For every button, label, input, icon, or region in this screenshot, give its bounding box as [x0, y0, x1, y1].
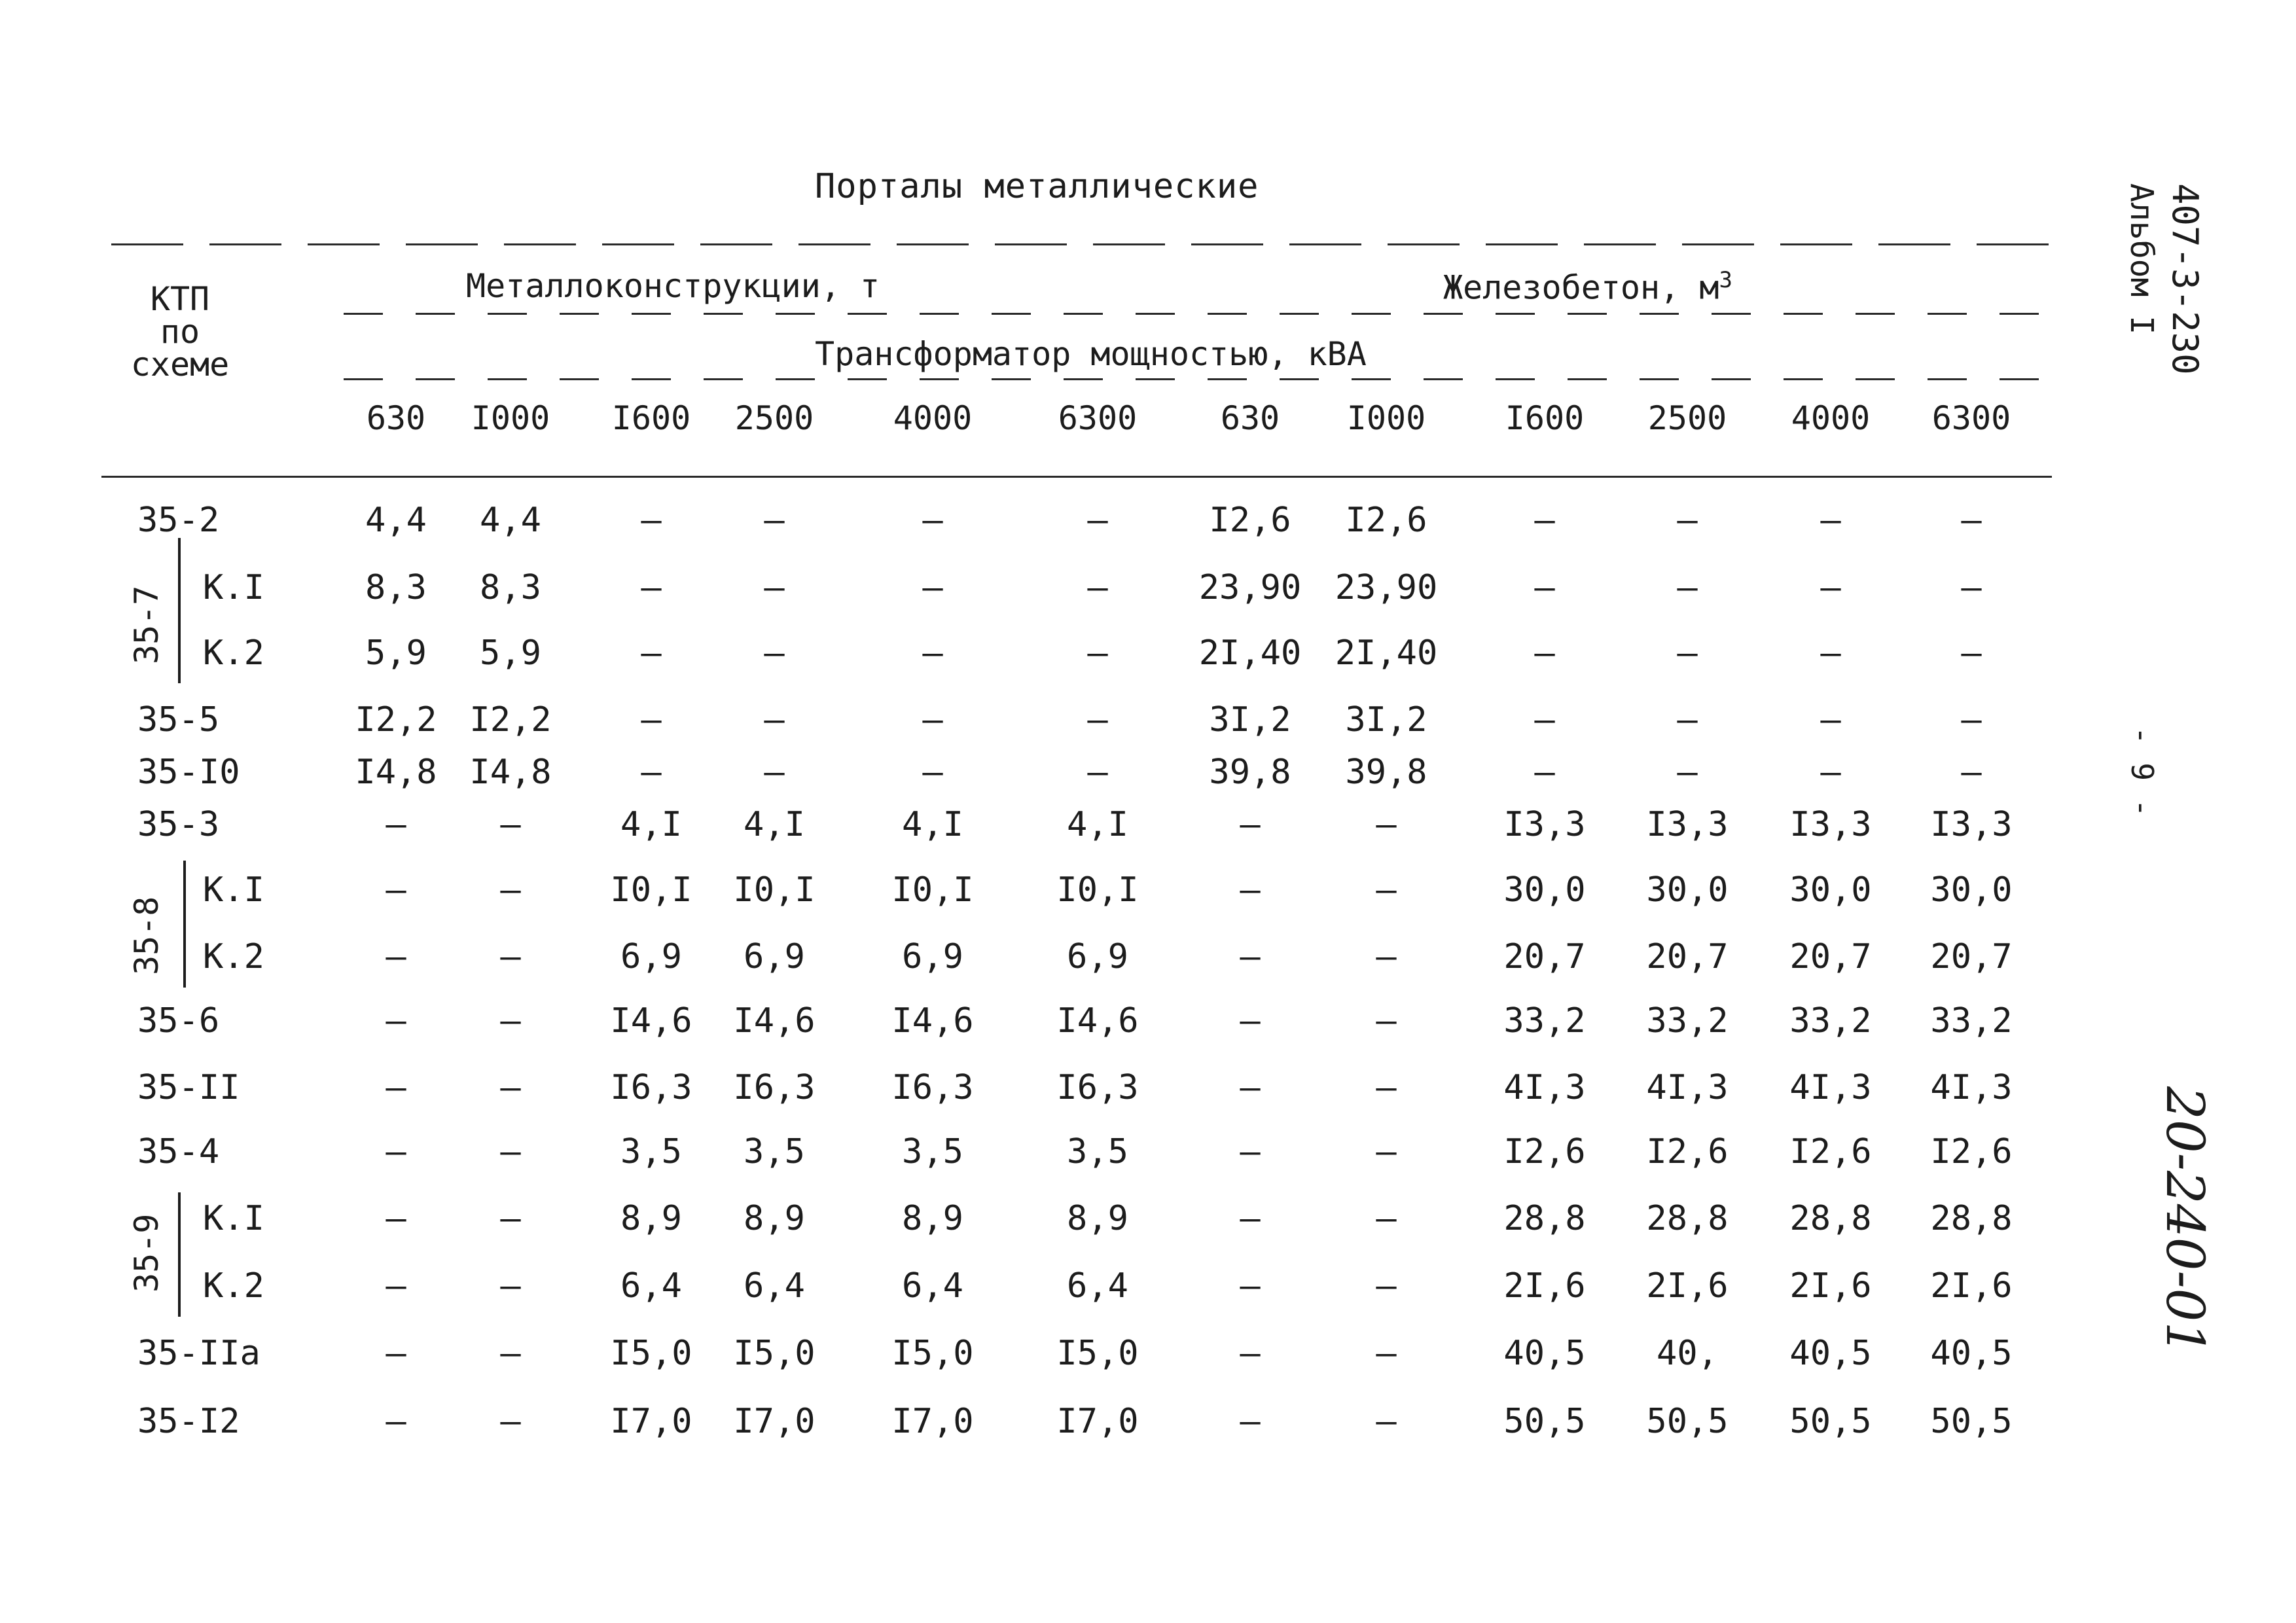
table-cell: I2,2	[469, 700, 552, 740]
table-cell: –	[1534, 501, 1555, 540]
table-cell: 28,8	[1646, 1199, 1729, 1238]
table-cell: –	[764, 753, 785, 792]
table-cell: –	[1240, 1068, 1261, 1107]
group-label-35-7: 35-7	[128, 585, 166, 664]
table-cell: 30,0	[1930, 870, 2013, 910]
table-cell: –	[386, 1402, 406, 1441]
table-cell: –	[922, 633, 943, 673]
table-cell: –	[500, 1402, 521, 1441]
header-rule-1	[344, 313, 2058, 315]
table-cell: –	[1677, 753, 1698, 792]
table-cell: 3I,2	[1209, 700, 1291, 740]
table-cell: 3,5	[902, 1132, 963, 1171]
table-cell: 40,	[1657, 1334, 1718, 1373]
table-cell: –	[641, 753, 662, 792]
table-cell: 6,9	[620, 937, 682, 976]
table-cell: 33,2	[1503, 1001, 1586, 1041]
table-cell: –	[1087, 568, 1108, 607]
table-cell: –	[1534, 633, 1555, 673]
table-cell: 30,0	[1789, 870, 1872, 910]
table-cell: –	[1961, 753, 1982, 792]
table-cell: 4,I	[744, 805, 805, 844]
table-cell: I4,6	[891, 1001, 974, 1041]
table-cell: I4,6	[610, 1001, 692, 1041]
table-cell: 8,9	[902, 1199, 963, 1238]
side-code: 20-240-01	[2155, 1086, 2215, 1355]
table-cell: 6,4	[1067, 1266, 1128, 1306]
table-cell: 3,5	[744, 1132, 805, 1171]
table-cell: –	[1961, 633, 1982, 673]
power-header-9: 2500	[1647, 399, 1727, 437]
table-cell: 6,9	[1067, 937, 1128, 976]
table-cell: 2I,6	[1930, 1266, 2013, 1306]
power-header-2: I600	[611, 399, 691, 437]
power-header-11: 6300	[1931, 399, 2011, 437]
table-cell: 2I,6	[1503, 1266, 1586, 1306]
table-cell: I4,6	[1056, 1001, 1139, 1041]
table-cell: –	[1534, 753, 1555, 792]
table-cell: 20,7	[1646, 937, 1729, 976]
table-cell: –	[1961, 568, 1982, 607]
table-cell: 40,5	[1503, 1334, 1586, 1373]
table-cell: –	[1534, 700, 1555, 740]
table-cell: I5,0	[733, 1334, 816, 1373]
table-cell: 39,8	[1345, 753, 1427, 792]
power-header-6: 630	[1220, 399, 1280, 437]
table-cell: 8,9	[1067, 1199, 1128, 1238]
table-cell: 28,8	[1930, 1199, 2013, 1238]
table-cell: –	[1240, 1132, 1261, 1171]
table-cell: 28,8	[1789, 1199, 1872, 1238]
table-cell: 8,9	[744, 1199, 805, 1238]
table-cell: 50,5	[1930, 1402, 2013, 1441]
table-cell: 4I,3	[1503, 1068, 1586, 1107]
table-cell: 33,2	[1789, 1001, 1872, 1041]
table-cell: 40,5	[1930, 1334, 2013, 1373]
table-cell: I2,6	[1209, 501, 1291, 540]
table-cell: 3I,2	[1345, 700, 1427, 740]
transformer-header: Трансформатор мощностью, кВА	[815, 335, 1367, 373]
table-cell: –	[386, 1132, 406, 1171]
table-cell: –	[1534, 568, 1555, 607]
table-cell: –	[1376, 1199, 1397, 1238]
table-cell: –	[500, 1334, 521, 1373]
table-cell: 23,90	[1198, 568, 1302, 607]
table-cell: –	[500, 1068, 521, 1107]
table-cell: –	[500, 1132, 521, 1171]
table-cell: –	[764, 501, 785, 540]
table-cell: 6,4	[902, 1266, 963, 1306]
group-label-35-9: 35-9	[128, 1213, 166, 1293]
table-cell: 8,3	[480, 568, 541, 607]
row-label: К.2	[203, 633, 264, 673]
concrete-header-text: Железобетон, м	[1443, 268, 1719, 307]
table-cell: I3,3	[1503, 805, 1586, 844]
table-cell: 6,4	[744, 1266, 805, 1306]
page-title: Порталы металлические	[815, 167, 1259, 206]
table-cell: –	[1677, 501, 1698, 540]
table-cell: –	[1677, 633, 1698, 673]
table-cell: –	[1376, 1402, 1397, 1441]
table-cell: –	[386, 1334, 406, 1373]
power-header-10: 4000	[1791, 399, 1871, 437]
table-cell: –	[500, 1266, 521, 1306]
table-cell: 4I,3	[1646, 1068, 1729, 1107]
table-cell: –	[386, 1068, 406, 1107]
table-cell: –	[1240, 1001, 1261, 1041]
table-cell: 5,9	[365, 633, 427, 673]
table-cell: I4,8	[469, 753, 552, 792]
doc-number: 407-3-230	[2164, 183, 2206, 375]
table-cell: I3,3	[1789, 805, 1872, 844]
table-cell: I7,0	[1056, 1402, 1139, 1441]
power-header-3: 2500	[734, 399, 814, 437]
table-cell: –	[1376, 1132, 1397, 1171]
table-cell: –	[500, 1199, 521, 1238]
table-cell: –	[764, 700, 785, 740]
row-label: 35-I0	[137, 753, 240, 792]
table-cell: –	[386, 1266, 406, 1306]
table-cell: –	[1240, 1334, 1261, 1373]
table-cell: I5,0	[610, 1334, 692, 1373]
row-label: 35-IIа	[137, 1334, 260, 1373]
header-rule-2	[344, 378, 2058, 380]
row-label: К.I	[203, 1199, 264, 1238]
table-cell: –	[922, 501, 943, 540]
table-cell: –	[641, 700, 662, 740]
table-cell: –	[500, 1001, 521, 1041]
table-cell: I0,I	[610, 870, 692, 910]
table-cell: I4,6	[733, 1001, 816, 1041]
row-label: К.I	[203, 568, 264, 607]
row-label: К.I	[203, 870, 264, 910]
table-cell: –	[641, 501, 662, 540]
table-cell: 4,I	[620, 805, 682, 844]
table-cell: –	[1376, 937, 1397, 976]
table-cell: –	[1677, 700, 1698, 740]
table-cell: –	[764, 568, 785, 607]
row-label: К.2	[203, 1266, 264, 1306]
table-cell: I3,3	[1646, 805, 1729, 844]
table-cell: –	[500, 805, 521, 844]
table-cell: 8,9	[620, 1199, 682, 1238]
table-cell: –	[922, 700, 943, 740]
concrete-unit-sup: 3	[1719, 267, 1732, 293]
table-cell: 33,2	[1930, 1001, 2013, 1041]
table-cell: 30,0	[1646, 870, 1729, 910]
table-cell: –	[500, 870, 521, 910]
group-bar-35-9	[178, 1192, 181, 1317]
table-cell: 3,5	[1067, 1132, 1128, 1171]
table-cell: 2I,6	[1789, 1266, 1872, 1306]
table-cell: 2I,6	[1646, 1266, 1729, 1306]
table-cell: –	[386, 1199, 406, 1238]
table-cell: I2,6	[1789, 1132, 1872, 1171]
table-cell: I6,3	[733, 1068, 816, 1107]
table-cell: I6,3	[610, 1068, 692, 1107]
table-cell: –	[386, 805, 406, 844]
table-cell: I2,6	[1930, 1132, 2013, 1171]
ktp-header	[115, 280, 245, 383]
table-cell: 4,I	[902, 805, 963, 844]
ktp-header-line1: КТП	[150, 280, 210, 318]
row-label: 35-3	[137, 805, 220, 844]
power-header-7: I000	[1346, 399, 1426, 437]
table-cell: 50,5	[1646, 1402, 1729, 1441]
table-cell: 4I,3	[1930, 1068, 2013, 1107]
power-header-1: I000	[471, 399, 550, 437]
table-cell: –	[1240, 870, 1261, 910]
table-cell: –	[1240, 1266, 1261, 1306]
table-cell: 5,9	[480, 633, 541, 673]
table-cell: 50,5	[1789, 1402, 1872, 1441]
ktp-header-line2: по	[160, 313, 200, 351]
table-cell: –	[1820, 753, 1841, 792]
table-cell: I0,I	[733, 870, 816, 910]
table-cell: 4I,3	[1789, 1068, 1872, 1107]
row-label: 35-5	[137, 700, 220, 740]
table-cell: I2,6	[1646, 1132, 1729, 1171]
table-cell: I0,I	[891, 870, 974, 910]
table-cell: I6,3	[1056, 1068, 1139, 1107]
album-label: Альбом I	[2123, 183, 2160, 335]
table-cell: –	[1376, 870, 1397, 910]
table-cell: –	[386, 1001, 406, 1041]
table-cell: 40,5	[1789, 1334, 1872, 1373]
table-cell: I2,6	[1503, 1132, 1586, 1171]
row-label: 35-6	[137, 1001, 220, 1041]
table-cell: 20,7	[1789, 937, 1872, 976]
table-cell: –	[1820, 568, 1841, 607]
table-cell: 4,4	[480, 501, 541, 540]
table-cell: –	[641, 568, 662, 607]
table-cell: –	[1087, 753, 1108, 792]
table-cell: –	[1961, 501, 1982, 540]
table-cell: 6,9	[744, 937, 805, 976]
table-cell: 8,3	[365, 568, 427, 607]
table-cell: –	[1240, 937, 1261, 976]
table-cell: I7,0	[733, 1402, 816, 1441]
table-cell: 33,2	[1646, 1001, 1729, 1041]
table-cell: I2,2	[355, 700, 437, 740]
row-label: 35-I2	[137, 1402, 240, 1441]
table-cell: –	[641, 633, 662, 673]
table-cell: –	[1376, 805, 1397, 844]
table-cell: –	[1240, 1199, 1261, 1238]
table-cell: –	[1240, 1402, 1261, 1441]
table-cell: 6,4	[620, 1266, 682, 1306]
table-cell: I6,3	[891, 1068, 974, 1107]
table-cell: 20,7	[1930, 937, 2013, 976]
power-header-0: 630	[366, 399, 426, 437]
table-cell: I5,0	[1056, 1334, 1139, 1373]
table-cell: –	[1376, 1334, 1397, 1373]
table-cell: 50,5	[1503, 1402, 1586, 1441]
table-cell: 28,8	[1503, 1199, 1586, 1238]
table-cell: –	[1087, 501, 1108, 540]
table-cell: –	[1820, 501, 1841, 540]
table-cell: –	[1961, 700, 1982, 740]
table-cell: 30,0	[1503, 870, 1586, 910]
ktp-header-line3: схеме	[130, 346, 230, 383]
table-cell: 2I,40	[1198, 633, 1302, 673]
power-header-8: I600	[1505, 399, 1585, 437]
row-label: 35-2	[137, 501, 220, 540]
table-cell: 6,9	[902, 937, 963, 976]
table-cell: –	[500, 937, 521, 976]
table-cell: –	[1376, 1001, 1397, 1041]
table-cell: –	[764, 633, 785, 673]
table-cell: –	[922, 568, 943, 607]
row-label: 35-4	[137, 1132, 220, 1171]
table-cell: 2I,40	[1335, 633, 1438, 673]
table-cell: –	[1677, 568, 1698, 607]
table-top-rule	[111, 243, 2075, 245]
table-cell: –	[922, 753, 943, 792]
table-cell: –	[1820, 633, 1841, 673]
concrete-header	[1443, 267, 1732, 307]
table-cell: –	[1376, 1068, 1397, 1107]
power-header-4: 4000	[893, 399, 973, 437]
table-cell: I7,0	[610, 1402, 692, 1441]
table-cell: 3,5	[620, 1132, 682, 1171]
table-cell: I4,8	[355, 753, 437, 792]
table-cell: –	[1820, 700, 1841, 740]
table-cell: –	[386, 870, 406, 910]
row-label: К.2	[203, 937, 264, 976]
table-cell: 23,90	[1335, 568, 1438, 607]
metal-header: Металлоконструкции, т	[466, 267, 880, 305]
table-cell: –	[1376, 1266, 1397, 1306]
table-cell: 39,8	[1209, 753, 1291, 792]
page-number: - 9 -	[2125, 726, 2160, 817]
row-label: 35-II	[137, 1068, 240, 1107]
table-cell: 4,I	[1067, 805, 1128, 844]
group-bar-35-8	[183, 861, 186, 988]
table-cell: I0,I	[1056, 870, 1139, 910]
table-cell: 20,7	[1503, 937, 1586, 976]
table-cell: –	[1087, 633, 1108, 673]
table-cell: –	[1087, 700, 1108, 740]
group-label-35-8: 35-8	[128, 896, 166, 975]
table-cell: 4,4	[365, 501, 427, 540]
header-bottom-rule	[101, 476, 2052, 478]
table-cell: I2,6	[1345, 501, 1427, 540]
group-bar-35-7	[178, 538, 181, 683]
table-cell: –	[1240, 805, 1261, 844]
table-cell: I3,3	[1930, 805, 2013, 844]
table-cell: –	[386, 937, 406, 976]
power-header-5: 6300	[1058, 399, 1138, 437]
table-cell: I5,0	[891, 1334, 974, 1373]
table-cell: I7,0	[891, 1402, 974, 1441]
